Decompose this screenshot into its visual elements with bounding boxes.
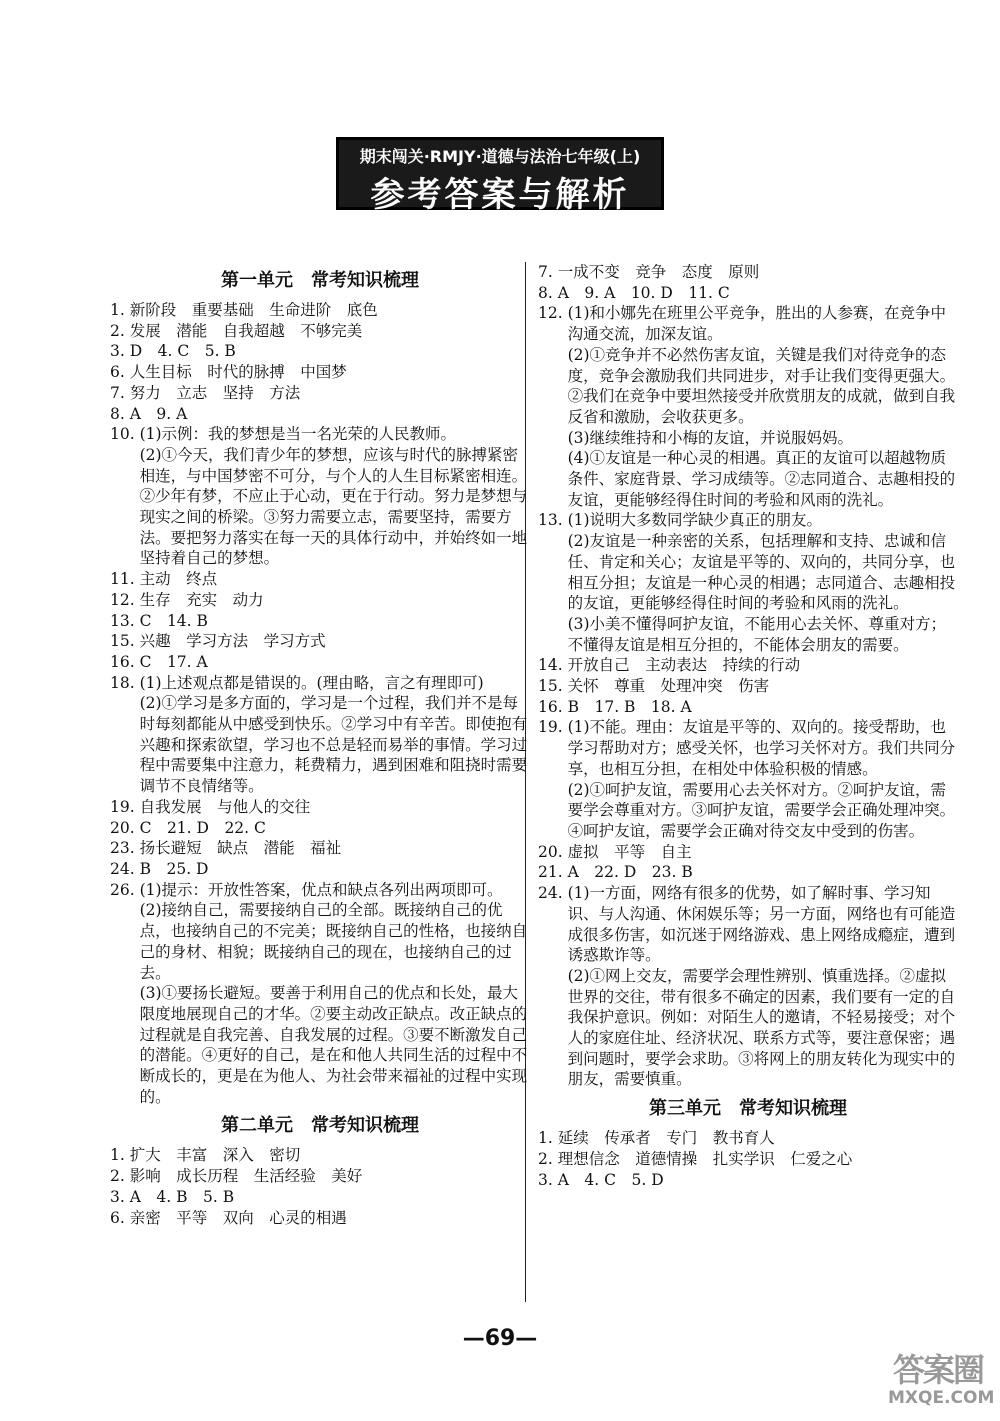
answer-body	[140, 673, 530, 797]
answer-item	[110, 838, 530, 859]
answer-item	[110, 673, 530, 797]
answer-text: 影响 成长历程 生活经验 美好	[129, 1167, 363, 1186]
watermark-logo	[888, 1351, 995, 1412]
answer-text: C 17. A	[139, 652, 208, 671]
answer-text: A 9. A	[129, 404, 188, 423]
page-number: —69—	[462, 1326, 538, 1351]
answer-text: (1)不能。理由：友谊是平等的、双向的。接受帮助，也学习帮助对方；感受关怀，也学习关怀对方。我们共同分享，也相互分担，在相处中体验积极的情感。	[567, 718, 956, 778]
answer-number: 16.	[538, 697, 568, 716]
answer-item	[110, 631, 530, 652]
answer-text: (3)①要扬长避短。要善于利用自己的优点和长处，最大限度地展现自己的才华。②要主动改正缺点。改正缺点的过程就是自我完善、自我发展的过程。③要不断激发自己的潜能。④更好的自己，是在和他人共同生活的过程中不断成长的，更是在为他人、为社会带来福祉的过程中实现的。	[139, 984, 528, 1106]
answer-body	[130, 341, 530, 362]
answer-item	[538, 283, 958, 304]
answer-text: 新阶段 重要基础 生命进阶 底色	[129, 301, 378, 319]
answer-body	[140, 859, 530, 880]
title-banner	[336, 137, 664, 215]
answer-body	[558, 262, 958, 283]
answer-body	[130, 362, 530, 383]
answer-number: 1.	[110, 1146, 130, 1165]
answer-number: 26.	[110, 880, 140, 899]
watermark-text: 答案圈	[892, 1351, 983, 1389]
watermark-url: MXQE.COM	[888, 1388, 995, 1408]
answer-item	[538, 1128, 958, 1149]
answer-text: 扩大 丰富 深入 密切	[129, 1146, 301, 1165]
answer-item	[538, 842, 958, 863]
answer-item	[538, 883, 958, 1090]
answer-text: 开放自己 主动表达 持续的行动	[567, 656, 801, 675]
answer-item	[538, 862, 958, 883]
answer-body	[130, 1208, 530, 1229]
answer-number: 3.	[110, 342, 130, 361]
answer-body	[140, 818, 530, 839]
answer-item	[538, 655, 958, 676]
answer-text: 虚拟 平等 自主	[567, 842, 692, 861]
answer-item	[110, 1145, 530, 1166]
answer-body	[130, 300, 530, 321]
answer-item	[110, 404, 530, 425]
answer-number: 15.	[110, 632, 140, 651]
answer-item	[538, 510, 958, 655]
answer-text: (1)示例：我的梦想是当一名光荣的人民教师。	[139, 425, 457, 444]
answer-text: (1)和小娜先在班里公平竞争，胜出的人参赛，在竞争中沟通交流，加深友谊。	[567, 304, 947, 344]
answer-text: 亲密 平等 双向 心灵的相遇	[129, 1208, 347, 1227]
answer-item	[110, 321, 530, 342]
answer-text: (2)①网上交友，需要学会理性辨别、慎重选择。②虚拟世界的交往，带有很多不确定的因素，我们要有一定的自我保护意识。例如：对陌生人的邀请，不轻易接受；对个人的家庭住址、经济状况、联系方式等，要注意保密；遇到问题时，要学会求助。③将网上的朋友转化为现实中的朋友，需要慎重。	[567, 966, 956, 1089]
answer-number: 11.	[110, 570, 140, 589]
answer-body	[558, 1170, 958, 1191]
answer-number: 14.	[538, 656, 568, 675]
answer-body	[140, 424, 530, 569]
answer-text: A 22. D 23. B	[567, 863, 693, 882]
answer-item	[110, 300, 530, 321]
answer-item	[538, 1149, 958, 1170]
answer-number: 7.	[110, 383, 130, 402]
answer-body	[568, 655, 958, 676]
answer-body	[140, 611, 530, 632]
answer-body	[140, 797, 530, 818]
unit3-answer-list	[538, 1128, 958, 1190]
answer-body	[130, 1187, 530, 1208]
section-title-unit1: 第一单元 常考知识梳理	[221, 270, 419, 291]
banner-subtitle: 期末闯关·RMJY·道德与法治七年级(上)	[359, 147, 641, 166]
answer-item	[538, 717, 958, 841]
answer-number: 12.	[538, 304, 568, 323]
answer-number: 15.	[538, 677, 568, 696]
answer-number: 8.	[538, 283, 558, 302]
answer-body	[558, 1128, 958, 1149]
answer-text: (4)①友谊是一种心灵的相遇。真正的友谊可以超越物质条件、家庭背景、学习成绩等。②志同道合、志趣相投的友谊，更能够经得住时间的考验和风雨的洗礼。	[567, 449, 956, 509]
answer-item	[538, 676, 958, 697]
unit2-answer-list	[110, 1145, 530, 1228]
answer-item	[110, 1187, 530, 1208]
answer-item	[110, 818, 530, 839]
answer-text: (1)一方面，网络有很多的优势，如了解时事、学习知识、与人沟通、休闲娱乐等；另一方面，网络也有可能造成很多伤害，如沉迷于网络游戏、患上网络成瘾症，遭到诱惑欺诈等。	[567, 884, 956, 965]
answer-body	[140, 631, 530, 652]
answer-text: A 9. A 10. D 11. C	[557, 283, 730, 302]
answer-text: (2)①学习是多方面的，学习是一个过程，我们并不是每时每刻都能从中感受到快乐。②学习中有辛苦。即使抱有兴趣和探索欲望，学习也不总是轻而易举的事情。学习过程中需要集中注意力，耗费精力，遇到困难和阻挠时需要调节不良情绪等。	[139, 694, 528, 796]
answer-item	[110, 569, 530, 590]
answer-text: (1)说明大多数同学缺少真正的朋友。	[567, 511, 823, 530]
answer-item	[538, 697, 958, 718]
answer-text: 一成不变 竞争 态度 原则	[557, 263, 760, 281]
answer-body	[130, 321, 530, 342]
answer-number: 13.	[538, 511, 568, 530]
answer-text: (2)友谊是一种亲密的关系，包括理解和支持、忠诚和信任、肯定和关心；友谊是平等的、双向的，共同分享，也相互分担；友谊是一种心灵的相遇；志同道合、志趣相投的友谊，更能够经得住时间的考验和风雨的洗礼。	[567, 532, 956, 613]
banner-title: 参考答案与解析	[370, 175, 630, 215]
answer-number: 19.	[538, 718, 568, 737]
answer-body	[140, 652, 530, 673]
answer-text: 延续 传承者 专门 教书育人	[557, 1129, 775, 1148]
answer-text: (2)①竞争并不必然伤害友谊，关键是我们对待竞争的态度，竞争会激励我们共同进步，对手让我们变得更强大。②我们在竞争中要坦然接受并欣赏朋友的成就，做到自我反省和激励，会收获更多。	[567, 345, 956, 426]
answer-item	[110, 880, 530, 1108]
answer-item	[110, 362, 530, 383]
answer-item	[110, 652, 530, 673]
answer-text: A 4. C 5. D	[557, 1170, 664, 1189]
answer-text: (2)①今天，我们青少年的梦想，应该与时代的脉搏紧密相连，与中国梦密不可分，与个人的人生目标紧密相连。②少年有梦，不应止于心动，更在于行动。努力是梦想与现实之间的桥梁。③努力需要立志，需要坚持，需要方法。要把努力落实在每一天的具体行动中，并始终如一地坚持着自己的梦想。	[139, 445, 528, 568]
answer-number: 3.	[110, 1187, 130, 1206]
answer-text: (3)继续维持和小梅的友谊，并说服妈妈。	[567, 428, 854, 447]
answer-text: D 4. C 5. B	[129, 342, 236, 361]
answer-body	[140, 590, 530, 611]
answer-number: 23.	[110, 839, 140, 858]
answer-number: 13.	[110, 611, 140, 630]
answer-item	[538, 262, 958, 283]
answer-text: 发展 潜能 自我超越 不够完美	[129, 321, 363, 340]
answer-body	[568, 862, 958, 883]
answer-item	[110, 1166, 530, 1187]
answer-item	[110, 424, 530, 569]
answer-number: 3.	[538, 1170, 558, 1189]
section-title-unit2: 第二单元 常考知识梳理	[221, 1115, 419, 1137]
answer-text: 主动 终点	[139, 570, 218, 589]
answer-body	[140, 838, 530, 859]
answer-text: C 14. B	[139, 611, 208, 630]
answer-item	[110, 590, 530, 611]
answer-item	[110, 859, 530, 880]
answer-text: 理想信念 道德情操 扎实学识 仁爱之心	[557, 1149, 853, 1168]
section-title-unit3: 第三单元 常考知识梳理	[649, 1098, 847, 1120]
answer-item	[110, 611, 530, 632]
answer-text: 关怀 尊重 处理冲突 伤害	[567, 677, 770, 696]
answer-body	[568, 510, 958, 655]
answer-number: 20.	[538, 842, 568, 861]
answer-body	[130, 1145, 530, 1166]
answer-number: 16.	[110, 652, 140, 671]
answer-number: 2.	[110, 321, 130, 340]
answer-body	[568, 676, 958, 697]
answer-text: (2)①呵护友谊，需要用心去关怀对方。②呵护友谊，需要学会尊重对方。③呵护友谊，需要学会正确处理冲突。④呵护友谊，需要学会正确对待交友中受到的伤害。	[567, 780, 956, 840]
answer-text: (1)上述观点都是错误的。(理由略，言之有理即可)	[139, 673, 484, 692]
answer-item	[110, 797, 530, 818]
answer-text: 生存 充实 动力	[139, 590, 264, 609]
answer-number: 10.	[110, 425, 140, 444]
answer-text: (3)小美不懂得呵护友谊，不能用心去关怀、尊重对方；不懂得友谊是相互分担的，不能体会朋友的需要。	[567, 614, 947, 654]
unit2-answer-list-continued	[538, 262, 958, 1090]
answer-body	[558, 1149, 958, 1170]
answer-text: 自我发展 与他人的交往	[139, 797, 311, 816]
answer-item	[110, 383, 530, 404]
answer-number: 6.	[110, 363, 130, 382]
answer-number: 1.	[538, 1129, 558, 1148]
right-column	[538, 262, 958, 1190]
answer-body	[140, 569, 530, 590]
answer-text: (1)提示：开放性答案，优点和缺点各列出两项即可。	[139, 880, 503, 899]
answer-body	[130, 404, 530, 425]
answer-item	[110, 1208, 530, 1229]
answer-text: 扬长避短 缺点 潜能 福祉	[139, 839, 342, 858]
unit1-answer-list	[110, 300, 530, 1107]
answer-text: C 21. D 22. C	[139, 818, 266, 837]
left-column	[110, 262, 530, 1228]
answer-body	[568, 697, 958, 718]
answer-number: 18.	[110, 673, 140, 692]
answer-number: 24.	[538, 884, 568, 903]
answer-body	[130, 1166, 530, 1187]
answer-number: 6.	[110, 1208, 130, 1227]
answer-number: 12.	[110, 590, 140, 609]
answer-number: 21.	[538, 863, 568, 882]
answer-item	[538, 1170, 958, 1191]
answer-number: 8.	[110, 404, 130, 423]
answer-number: 19.	[110, 797, 140, 816]
answer-item	[110, 341, 530, 362]
answer-text: B 25. D	[139, 859, 209, 878]
answer-text: 努力 立志 坚持 方法	[129, 383, 301, 402]
answer-text: A 4. B 5. B	[129, 1187, 235, 1206]
answer-body	[568, 883, 958, 1090]
answer-number: 20.	[110, 818, 140, 837]
answer-number: 2.	[538, 1149, 558, 1168]
answer-body	[568, 842, 958, 863]
answer-number: 2.	[110, 1167, 130, 1186]
answer-text: 兴趣 学习方法 学习方式	[139, 632, 326, 651]
answer-body	[140, 880, 530, 1108]
answer-item	[538, 303, 958, 510]
answer-number: 1.	[110, 301, 130, 319]
answer-text: 人生目标 时代的脉搏 中国梦	[129, 363, 347, 382]
answer-body	[558, 283, 958, 304]
answer-body	[568, 717, 958, 841]
answer-number: 7.	[538, 263, 558, 281]
answer-body	[568, 303, 958, 510]
answer-body	[130, 383, 530, 404]
answer-number: 24.	[110, 859, 140, 878]
answer-text: (2)接纳自己，需要接纳自己的全部。既接纳自己的优点，也接纳自己的不完美；既接纳自己的性格，也接纳自己的身材、相貌；既接纳自己的现在，也接纳自己的过去。	[139, 901, 528, 982]
answer-text: B 17. B 18. A	[567, 697, 692, 716]
